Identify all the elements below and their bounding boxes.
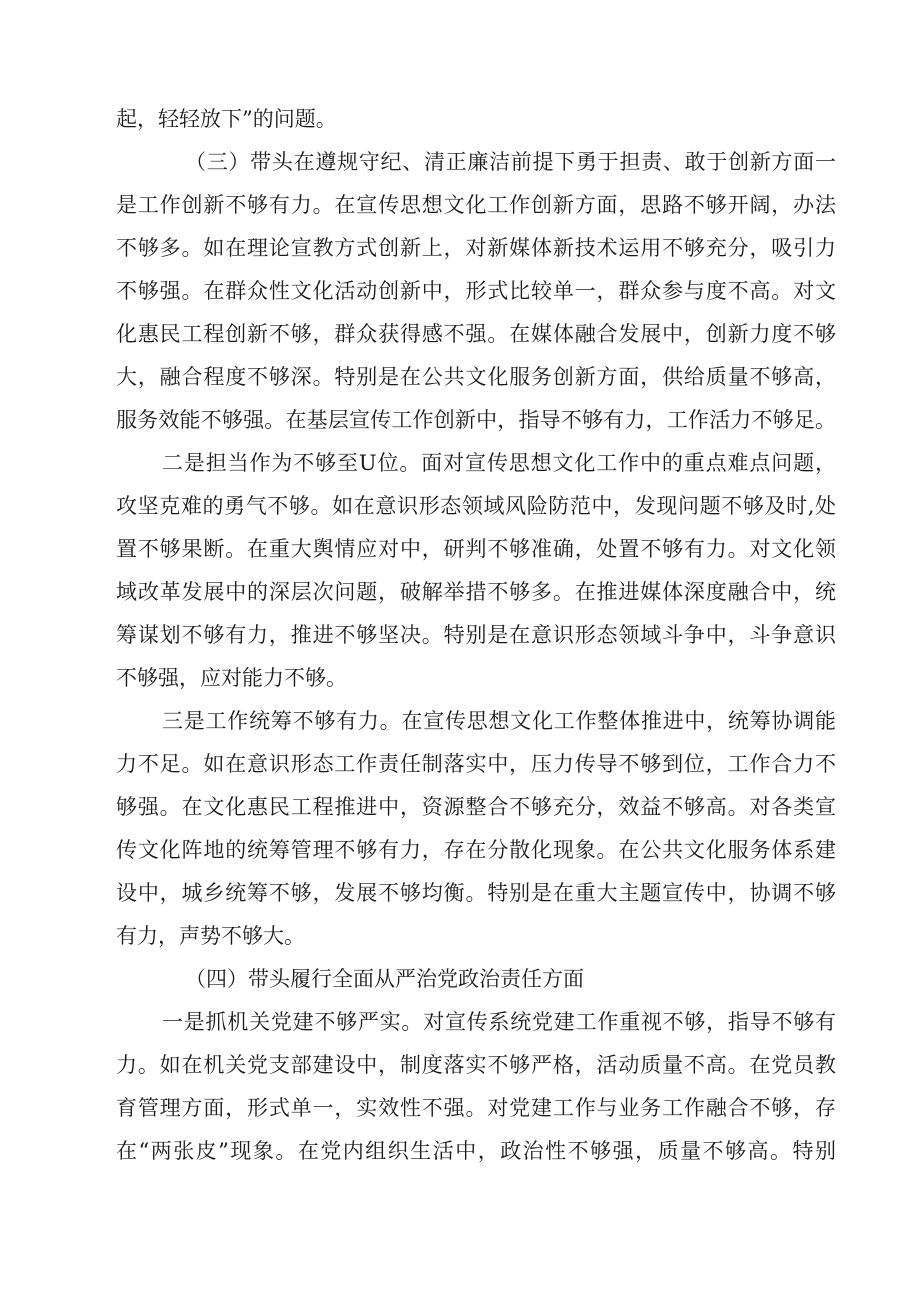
text-line: 是工作创新不够有力。在宣传思想文化工作创新方面，思路不够开阔，办法 — [116, 193, 836, 217]
text-line: 筹谋划不够有力，推进不够坚决。特别是在意识形态领域斗争中，斗争意识 — [116, 623, 836, 647]
paragraph-start: 二是担当作为不够至U位。面对宣传思想文化工作中的重点难点问题， — [162, 451, 836, 475]
text-line: 服务效能不够强。在基层宣传工作创新中，指导不够有力，工作活力不够足。 — [116, 408, 836, 432]
text-line: 大，融合程度不够深。特别是在公共文化服务创新方面，供给质量不够高， — [116, 365, 836, 389]
text-line: 不够多。如在理论宣教方式创新上，对新媒体新技术运用不够充分，吸引力 — [116, 236, 836, 260]
text-line: 攻坚克难的勇气不够。如在意识形态领域风险防范中，发现问题不够及时,处 — [116, 494, 836, 518]
text-line: 不够强，应对能力不够。 — [116, 666, 347, 690]
text-line: 够强。在文化惠民工程推进中，资源整合不够充分，效益不够高。对各类宣 — [116, 795, 836, 819]
section-heading-4: （四）带头履行全面从严治党政治责任方面 — [185, 967, 584, 991]
text-line: 不够强。在群众性文化活动创新中，形式比较单一，群众参与度不高。对文 — [116, 279, 836, 303]
text-line: 域改革发展中的深层次问题，破解举措不够多。在推进媒体深度融合中，统 — [116, 580, 836, 604]
text-line: 化惠民工程创新不够，群众获得感不强。在媒体融合发展中，创新力度不够 — [116, 322, 836, 346]
text-line: 有力，声势不够大。 — [116, 924, 305, 948]
text-line: 传文化阵地的统筹管理不够有力，存在分散化现象。在公共文化服务体系建 — [116, 838, 836, 862]
paragraph-start: 一是抓机关党建不够严实。对宣传系统党建工作重视不够，指导不够有 — [162, 1010, 836, 1034]
text-line: 置不够果断。在重大舆情应对中，研判不够准确，处置不够有力。对文化领 — [116, 537, 836, 561]
text-line: 设中，城乡统筹不够，发展不够均衡。特别是在重大主题宣传中，协调不够 — [116, 881, 836, 905]
text-line: 力不足。如在意识形态工作责任制落实中，压力传导不够到位，工作合力不 — [116, 752, 836, 776]
paragraph-start: 三是工作统筹不够有力。在宣传思想文化工作整体推进中，统筹协调能 — [162, 709, 836, 733]
text-line: 力。如在机关党支部建设中，制度落实不够严格，活动质量不高。在党员教 — [116, 1053, 836, 1077]
text-line: 育管理方面，形式单一，实效性不强。对党建工作与业务工作融合不够，存 — [116, 1096, 836, 1120]
section-heading-3: （三）带头在遵规守纪、清正廉洁前提下勇于担责、敢于创新方面一 — [185, 150, 836, 174]
text-line: 起，轻轻放下”的问题。 — [116, 107, 337, 131]
text-line: 在“两张皮”现象。在党内组织生活中，政治性不够强，质量不够高。特别 — [116, 1139, 836, 1163]
